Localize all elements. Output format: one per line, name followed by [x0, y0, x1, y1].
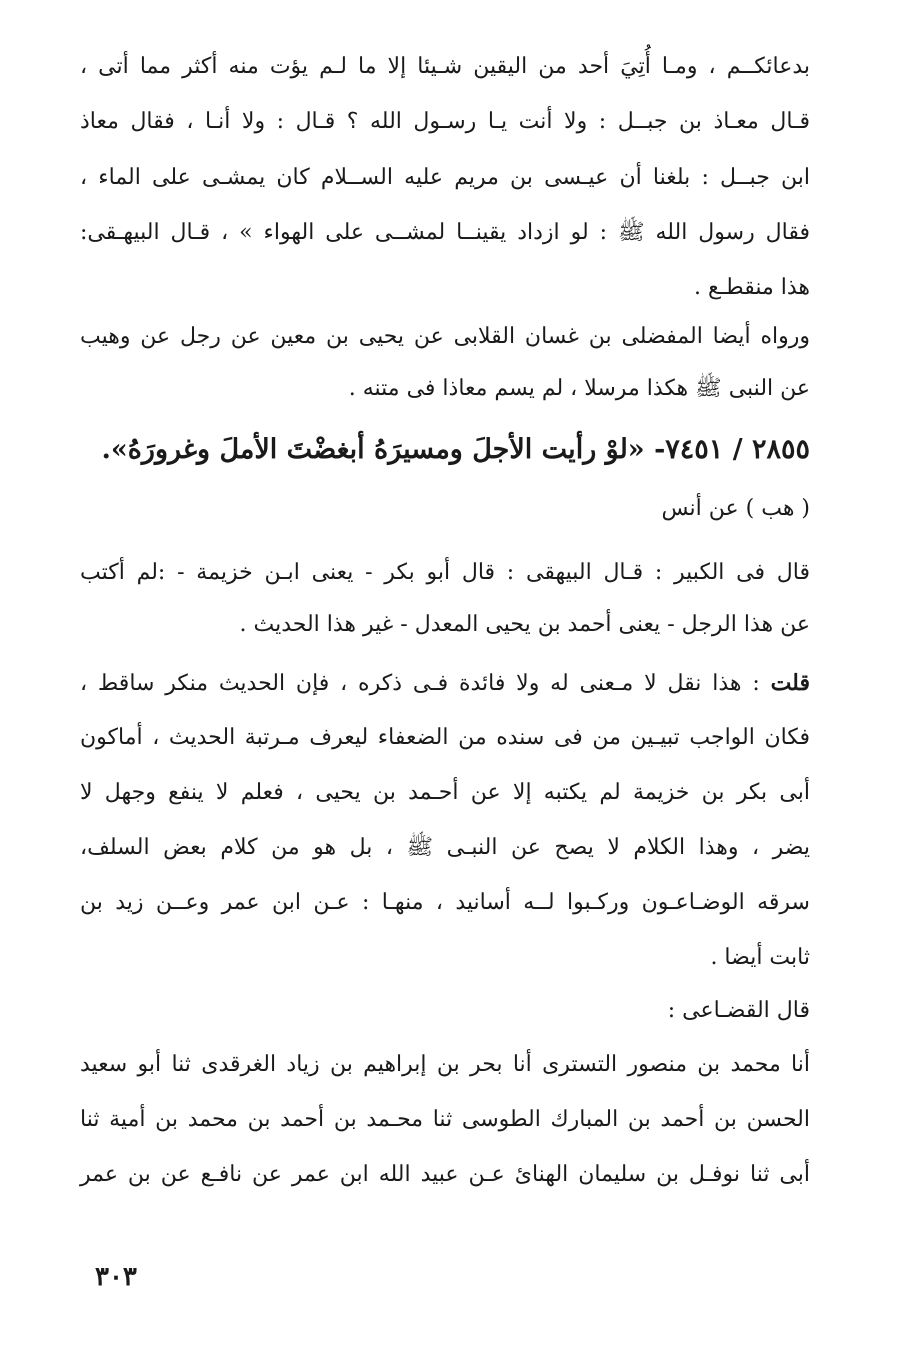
text-line-rest: : هذا نقل لا مـعنى له ولا فائدة فـى ذكره ، فإن الحديث منكر ساقط ،	[80, 671, 760, 696]
paragraph-6	[80, 1050, 810, 1190]
lead-word: قلت	[770, 670, 810, 696]
text-line: قال فى الكبير : قـال البيهقى : قال أبو بكر - يعنى ابـن خزيمة - :لم أكتب	[80, 560, 810, 585]
text-line: ثابت أيضا .	[710, 945, 810, 970]
paragraph-5	[80, 996, 810, 1026]
page-number: ٣٠٣	[95, 1262, 137, 1292]
text-line: ( هب ) عن أنس	[661, 496, 810, 521]
text-line: بدعائكــم ، ومـا أُتِيَ أحد من اليقين شـيئا إلا ما لـم يؤت منه أكثر مما أتى ،	[80, 54, 810, 79]
text-line: الحسن بن أحمد بن المبارك الطوسى ثنا محـمد بن أحمد بن محمد بن أمية ثنا	[80, 1107, 810, 1132]
text-line: هذا منقطـع .	[694, 275, 810, 300]
text-line: قال القضـاعى :	[667, 998, 810, 1023]
paragraph-1	[80, 52, 810, 303]
text-line: أبى بكر بن خزيمة لم يكتبه إلا عن أحـمد بن يحيى ، فعلم لا ينفع وجهل لا	[80, 780, 810, 805]
text-line: سرقه الوضـاعـون وركـبوا لــه أسانيد ، منهـا : عـن ابن عمر وعــن زيد بن	[80, 890, 810, 915]
hadith-source	[80, 494, 810, 524]
hadith-heading	[80, 432, 810, 468]
text-line: فكان الواجب تبيـين من فى سنده من الضعفاء ليعرف مـرتبة الحديث ، أماكون	[80, 725, 810, 750]
text-line: أنا محمد بن منصور التسترى أنا بحر بن إبراهيم بن زياد الغرقدى ثنا أبو سعيد	[80, 1052, 810, 1077]
text-line: عن هذا الرجل - يعنى أحمد بن يحيى المعدل - غير هذا الحديث .	[239, 612, 810, 637]
paragraph-2	[80, 322, 810, 404]
text-line: عن النبى ﷺ هكذا مرسلا ، لم يسم معاذا فى متنه .	[348, 376, 810, 401]
text-line: أبى ثنا نوفـل بن سليمان الهنائ عـن عبيد الله ابن عمر عن نافـع عن بن عمر	[80, 1162, 810, 1187]
hadith-title: ٢٨٥٥ / ٧٤٥١- «لوْ رأيت الأجلَ ومسيرَهُ أبغضْتَ الأملَ وغرورَهُ».	[101, 434, 810, 465]
text-line: ابن جبــل : بلغنا أن عيـسى بن مريم عليه الســلام كان يمشـى على الماء ،	[80, 165, 810, 190]
paragraph-3	[80, 558, 810, 640]
paragraph-4	[80, 668, 810, 973]
text-line: ورواه أيضا المفضلى بن غسان القلابى عن يحيى بن معين عن رجل عن وهيب	[80, 324, 810, 349]
text-line: فقال رسول الله ﷺ : لو ازداد يقينــا لمشــى على الهواء » ، قـال البيهـقى:	[80, 220, 810, 245]
text-line: يضر ، وهذا الكلام لا يصح عن النبـى ﷺ ، بل هو من كلام بعض السلف،	[80, 835, 810, 860]
text-line: قـال معـاذ بن جبــل : ولا أنت يـا رسـول الله ؟ قـال : ولا أنـا ، فقال معاذ	[80, 109, 810, 134]
text-line	[80, 668, 810, 698]
